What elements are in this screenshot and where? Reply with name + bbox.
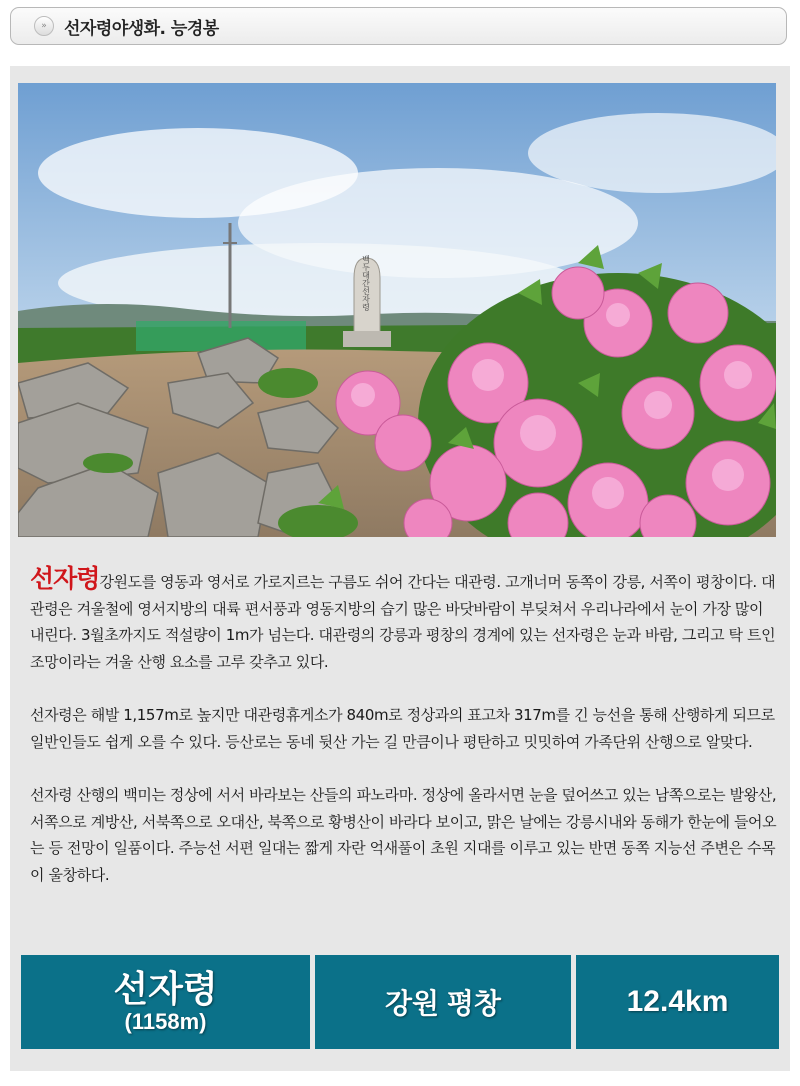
info-row	[21, 955, 779, 1049]
info-cell-region	[315, 955, 571, 1049]
summit-photo	[18, 83, 776, 537]
mountain-name: 선자령	[113, 968, 218, 1009]
page-title: 선자령야생화. 능경봉	[64, 18, 219, 39]
description-lead-title: 선자령	[30, 564, 100, 593]
description-paragraph-2: 선자령은 해발 1,157m로 높지만 대관령휴게소가 840m로 정상과의 표고차 317m를 긴 능선을 통해 산행하게 되므로 일반인들도 쉽게 오를 수 있다. 등산로는 동네 뒷산 가는 길 만큼이나 평탄하고 밋밋하여 가족단위 산행으로 알맞다.	[30, 706, 775, 751]
description-text-1: 강원도를 영동과 영서로 가로지르는 구름도 쉬어 간다는 대관령. 고개너머 동쪽이 강릉, 서쪽이 평창이다. 대관령은 겨울철에 영서지방의 대륙 편서풍과 영동지방의 습기 많은 바닷바람이 부딪쳐서 우리나라에서 눈이 가장 많이 내린다. 3월초까지도 적설량이 1m가 넘는다. 대관령의 강릉과 평창의 경계에 있는 선자령은 눈과 바람, 그리고 탁 트인 조망이라는 겨울 산행 요소를 고루 갖추고 있다.	[30, 573, 776, 671]
trail-distance: 12.4km	[626, 985, 729, 1018]
content-panel	[10, 66, 790, 1071]
mountain-region: 강원 평창	[385, 988, 501, 1019]
description	[30, 566, 780, 915]
svg-text:백두대간선자령: 백두대간선자령	[361, 255, 371, 311]
description-paragraph-3: 선자령 산행의 백미는 정상에 서서 바라보는 산들의 파노라마. 정상에 올라서면 눈을 덮어쓰고 있는 남쪽으로는 발왕산, 서쪽으로 계방산, 서북쪽으로 오대산, 북쪽으로 황병산이 바라다 보이고, 맑은 날에는 강릉시내와 동해가 한눈에 들어오는 등 전망이 일품이다. 주능선 서편 일대는 짧게 자란 억새풀이 초원 지대를 이루고 있는 반면 동쪽 지능선 주변은 수목이 울창하다.	[30, 786, 777, 884]
double-chevron-icon: »	[34, 16, 54, 36]
info-cell-distance	[576, 955, 779, 1049]
description-paragraph-1	[30, 566, 780, 675]
mountain-elevation: (1158m)	[124, 1009, 207, 1034]
info-cell-name	[21, 955, 310, 1049]
page-title-bar	[10, 7, 787, 45]
